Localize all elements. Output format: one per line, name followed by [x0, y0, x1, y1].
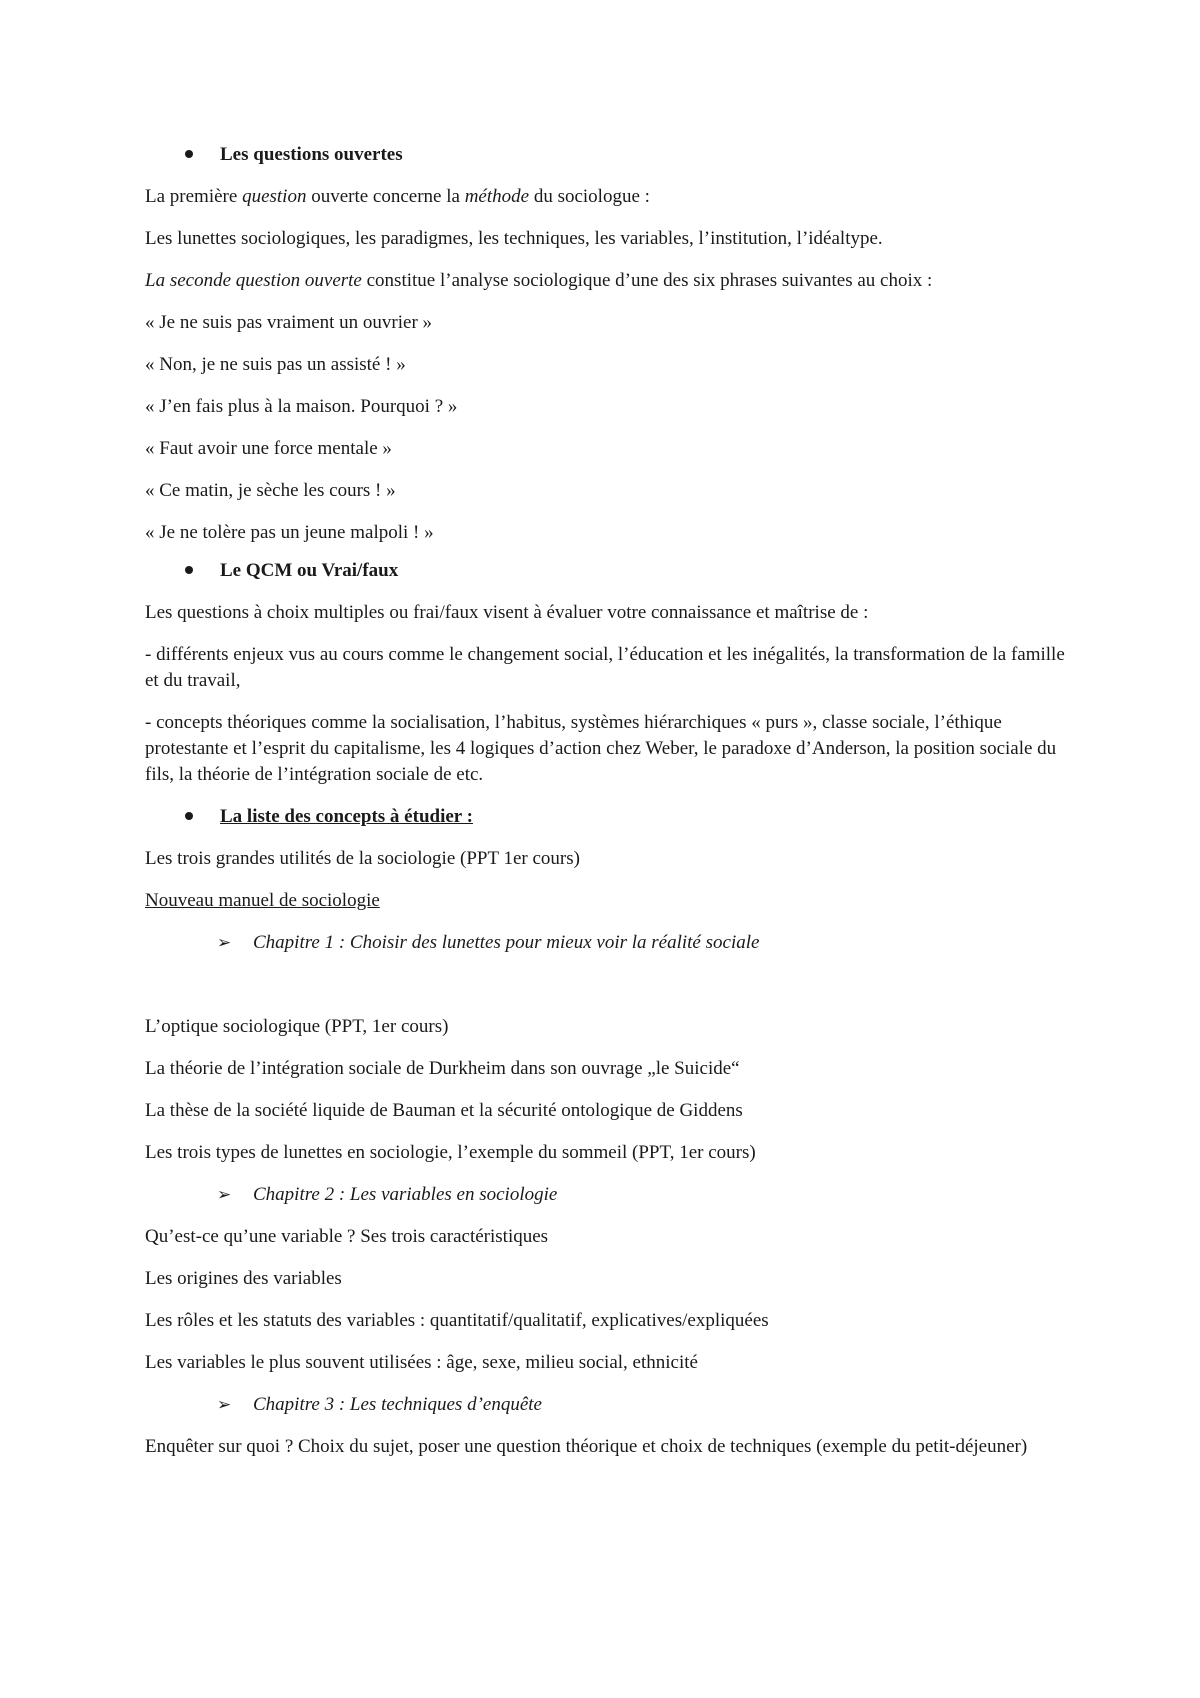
paragraph-lunettes: Les lunettes sociologiques, les paradigmes, les techniques, les variables, l’institution, l’idéaltype. [145, 228, 883, 249]
chapter-heading-1 [145, 930, 1065, 956]
list-item: L’optique sociologique (PPT, 1er cours) [145, 1016, 449, 1037]
quote-line: « Je ne suis pas vraiment un ouvrier » [145, 312, 433, 333]
italic-text-run: question [242, 186, 307, 207]
arrowhead-bullet-icon: ➢ [217, 1395, 232, 1415]
section-heading-liste-concepts [145, 804, 1065, 830]
paragraph-concepts: - concepts théoriques comme la socialisation, l’habitus, systèmes hiérarchiques « purs », classe sociale, l’éthique protestante et l’esprit du capitalisme, les 4 logiques d’action chez Weber, le paradoxe d’Anderson, la position sociale du fils, la théorie de l’intégration sociale de etc. [145, 712, 1057, 785]
chapter-title: Chapitre 3 : Les techniques d’enquête [253, 1394, 542, 1415]
quote-line: « Ce matin, je sèche les cours ! » [145, 480, 396, 501]
paragraph-utilites: Les trois grandes utilités de la sociologie (PPT 1er cours) [145, 848, 580, 869]
manual-title [145, 888, 1065, 914]
text-run: ouverte concerne la [306, 186, 465, 207]
arrowhead-bullet-icon: ➢ [217, 933, 232, 953]
blank-line [145, 972, 1065, 1014]
chapter-heading-2 [145, 1182, 1065, 1208]
quote-line: « Faut avoir une force mentale » [145, 438, 392, 459]
list-item: Les variables le plus souvent utilisées : âge, sexe, milieu social, ethnicité [145, 1352, 698, 1373]
text-run: du sociologue : [529, 186, 650, 207]
document-body [145, 142, 1065, 1476]
quote-line: « Je ne tolère pas un jeune malpoli ! » [145, 522, 434, 543]
paragraph-methode [145, 184, 1065, 210]
list-item: Qu’est-ce qu’une variable ? Ses trois caractéristiques [145, 1226, 549, 1247]
arrowhead-bullet-icon: ➢ [217, 1185, 232, 1205]
list-item: La thèse de la société liquide de Bauman et la sécurité ontologique de Giddens [145, 1100, 743, 1121]
quote-line: « Non, je ne suis pas un assisté ! » [145, 354, 406, 375]
chapter-heading-3 [145, 1392, 1065, 1418]
list-item: La théorie de l’intégration sociale de Durkheim dans son ouvrage „le Suicide“ [145, 1058, 740, 1079]
italic-text-run: méthode [464, 186, 530, 207]
paragraph-qcm-intro: Les questions à choix multiples ou frai/faux visent à évaluer votre connaissance et maîtrise de : [145, 602, 869, 623]
list-item: Les trois types de lunettes en sociologie, l’exemple du sommeil (PPT, 1er cours) [145, 1142, 756, 1163]
section-heading-questions-ouvertes [145, 142, 1065, 168]
paragraph-enjeux: - différents enjeux vus au cours comme le changement social, l’éducation et les inégalités, la transformation de la famille et du travail, [145, 644, 1065, 691]
bullet-icon [185, 150, 193, 158]
section-heading-qcm [145, 558, 1065, 584]
text-run: constitue l’analyse sociologique d’une des six phrases suivantes au choix : [361, 270, 933, 291]
chapter-title: Chapitre 1 : Choisir des lunettes pour mieux voir la réalité sociale [253, 932, 760, 953]
bullet-icon [185, 566, 193, 574]
heading-text: Le QCM ou Vrai/faux [220, 560, 399, 581]
list-item: Les origines des variables [145, 1268, 342, 1289]
heading-text: La liste des concepts à étudier : [220, 806, 473, 827]
text-run: La première [145, 186, 243, 207]
list-item: Les rôles et les statuts des variables : quantitatif/qualitatif, explicatives/expliquées [145, 1310, 769, 1331]
list-item: Enquêter sur quoi ? Choix du sujet, poser une question théorique et choix de techniques (exemple du petit-déjeuner) [145, 1436, 1028, 1457]
quote-line: « J’en fais plus à la maison. Pourquoi ? » [145, 396, 458, 417]
italic-text-run: La seconde question ouverte [145, 270, 362, 291]
heading-text: Les questions ouvertes [220, 144, 403, 165]
paragraph-seconde-question [145, 268, 1065, 294]
manual-title-text: Nouveau manuel de sociologie [145, 890, 380, 911]
bullet-icon [185, 812, 193, 820]
chapter-title: Chapitre 2 : Les variables en sociologie [253, 1184, 558, 1205]
